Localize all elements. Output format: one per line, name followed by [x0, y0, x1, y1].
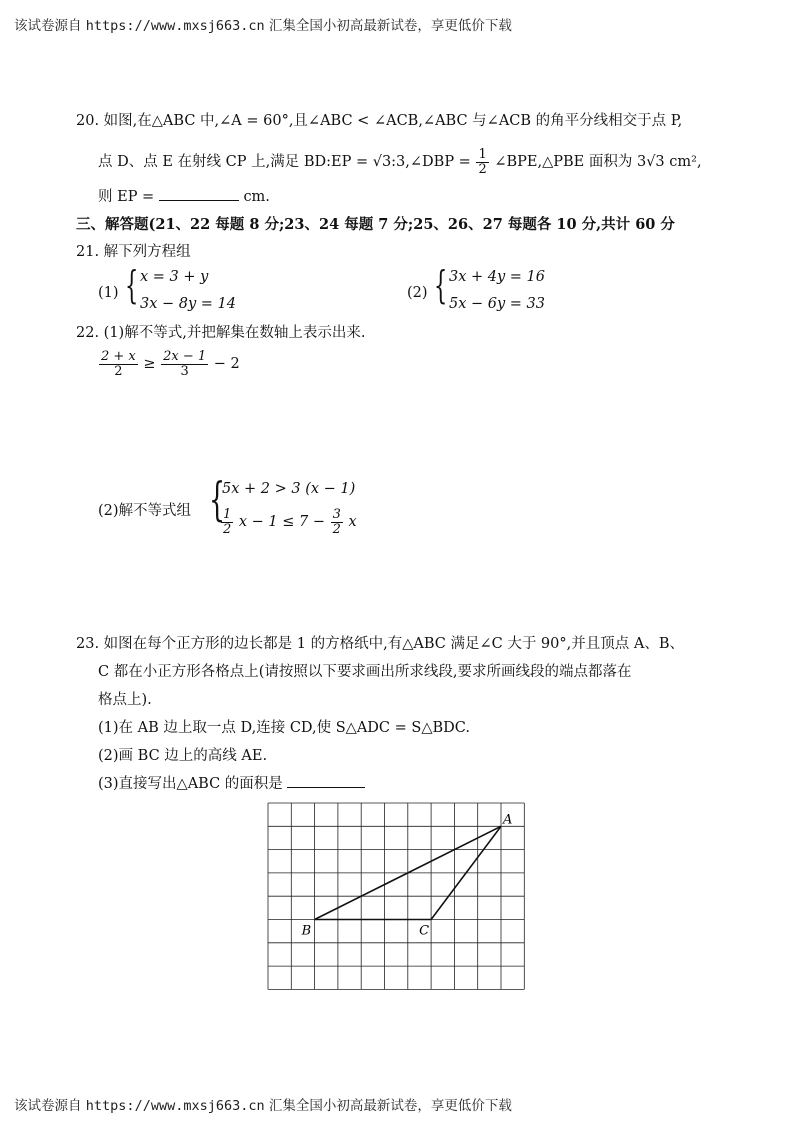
point-c-label: C	[419, 923, 430, 939]
q21-p1-brace: {	[125, 263, 139, 307]
q22-sys-frac2	[331, 508, 343, 536]
q22-frac1-num: 2 + x	[101, 349, 136, 364]
q20-frac-den: 2	[478, 161, 487, 177]
footer-source-line	[14, 1094, 512, 1114]
q21-p2-brace: {	[434, 263, 448, 307]
q20-line2b: ∠BPE,△PBE 面积为 3√3 cm²,	[494, 154, 702, 171]
q22-sys-eq1: 5x + 2 > 3 (x − 1)	[222, 481, 356, 497]
q20-line2	[98, 148, 702, 176]
q22-frac2	[161, 350, 208, 378]
q22-frac2-den: 3	[180, 363, 189, 379]
q23-p2: (2)画 BC 边上的高线 AE.	[98, 748, 268, 764]
q20-fraction	[476, 148, 488, 176]
header-right-text: 汇集全国小初高最新试卷，享更低价下载	[268, 18, 512, 34]
point-a-label: A	[503, 812, 513, 828]
q23-line2: C 都在小正方形各格点上(请按照以下要求画出所求线段,要求所画线段的端点都落在	[98, 664, 632, 680]
q22-p2-label: (2)解不等式组	[98, 503, 192, 519]
header-url-link[interactable]: https://www.mxsj663.cn	[85, 18, 265, 34]
header-source-line	[14, 14, 512, 34]
section3-title: 三、解答题(21、22 每题 8 分;23、24 每题 7 分;25、26、27 每题各 10 分,共计 60 分	[76, 216, 675, 233]
q22-title: 22. (1)解不等式,并把解集在数轴上表示出来.	[76, 325, 366, 341]
q22-tail: − 2	[213, 356, 240, 373]
q20-frac-num: 1	[478, 147, 487, 162]
q22-frac2-num: 2x − 1	[163, 349, 207, 364]
q22-frac1	[99, 350, 138, 378]
q23-line3: 格点上).	[98, 692, 152, 708]
q23-answer-blank[interactable]	[287, 773, 365, 788]
q20-line2a: 点 D、点 E 在射线 CP 上,满足 BD:EP = √3:3,∠DBP =	[98, 154, 471, 171]
q23-p1: (1)在 AB 边上取一点 D,连接 CD,使 S△ADC = S△BDC.	[98, 720, 470, 736]
q22-inequality	[98, 350, 240, 378]
header-left-text: 该试卷源自	[14, 18, 82, 34]
q21-p2-label: (2)	[407, 285, 428, 301]
q22-sys-frac1-den: 2	[223, 521, 232, 537]
footer-url-link[interactable]: https://www.mxsj663.cn	[85, 1098, 265, 1114]
q20-line1: 20. 如图,在△ABC 中,∠A = 60°,且∠ABC < ∠ACB,∠ABC 与∠ACB 的角平分线相交于点 P,	[76, 113, 683, 129]
q21-p1-eq2: 3x − 8y = 14	[140, 296, 237, 312]
footer-left-text: 该试卷源自	[14, 1098, 82, 1114]
q23-p3	[98, 773, 365, 795]
q22-sys-frac2-num: 3	[332, 507, 341, 522]
q21-title: 21. 解下列方程组	[76, 244, 191, 260]
grid-lines	[268, 803, 524, 989]
q22-sys-frac1	[221, 508, 233, 536]
q22-rel: ≥	[143, 356, 156, 373]
q23-line1: 23. 如图在每个正方形的边长都是 1 的方格纸中,有△ABC 满足∠C 大于 90°,并且顶点 A、B、	[76, 636, 684, 652]
q20-answer-blank[interactable]	[159, 186, 239, 201]
q22-sys-frac2-den: 2	[332, 521, 341, 537]
q20-unit: cm.	[243, 189, 270, 205]
footer-right-text: 汇集全国小初高最新试卷，享更低价下载	[268, 1098, 512, 1114]
q20-line3-text: 则 EP =	[98, 189, 155, 205]
q22-frac1-den: 2	[114, 363, 123, 379]
point-b-label: B	[301, 923, 312, 939]
q21-p2-eq2: 5x − 6y = 33	[449, 296, 546, 312]
q21-p1-eq1: x = 3 + y	[140, 269, 209, 285]
q21-p1-label: (1)	[98, 285, 119, 301]
q22-sys-tail: x	[348, 514, 357, 531]
q21-p2-eq1: 3x + 4y = 16	[449, 269, 546, 285]
q22-sys-frac1-num: 1	[223, 507, 232, 522]
q20-line3	[98, 186, 270, 208]
q23-grid-figure	[262, 798, 532, 993]
q22-sys-mid: x − 1 ≤ 7 −	[238, 514, 326, 531]
q22-sys-eq2	[220, 508, 357, 536]
q23-p3-text: (3)直接写出△ABC 的面积是	[98, 776, 283, 792]
q22-p2-brace: {	[209, 472, 226, 526]
